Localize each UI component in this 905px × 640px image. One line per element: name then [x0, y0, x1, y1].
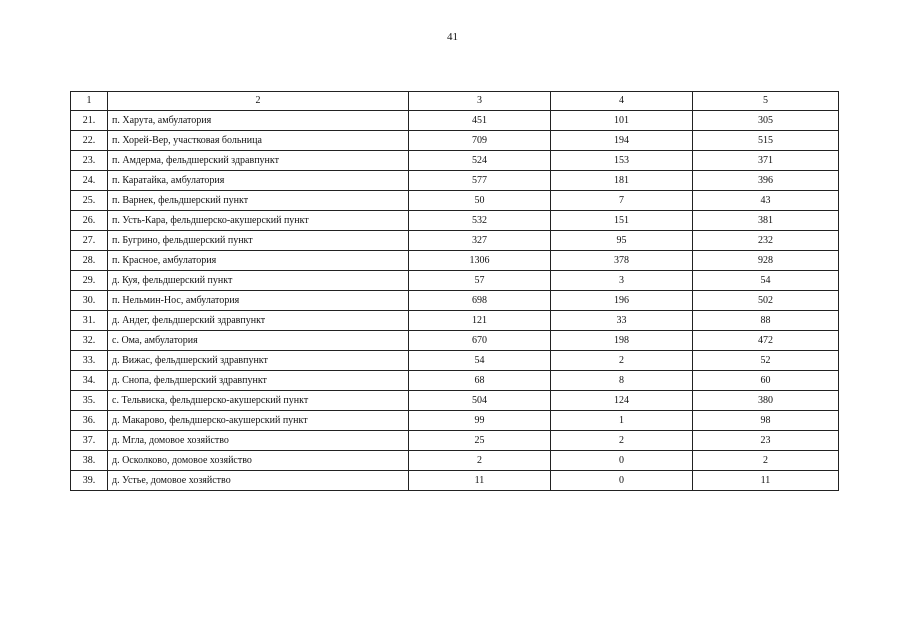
- row-number: 32.: [71, 331, 108, 351]
- value-col5: 11: [693, 471, 839, 491]
- value-col4: 3: [551, 271, 693, 291]
- value-col4: 181: [551, 171, 693, 191]
- value-col4: 198: [551, 331, 693, 351]
- facility-name: д. Вижас, фельдшерский здравпункт: [108, 351, 409, 371]
- header-cell: 4: [551, 92, 693, 111]
- table-row: [71, 131, 839, 151]
- table-row: [71, 271, 839, 291]
- table-row: [71, 171, 839, 191]
- table-row: [71, 411, 839, 431]
- facility-name: п. Красное, амбулатория: [108, 251, 409, 271]
- table-row: [71, 331, 839, 351]
- facility-name: п. Амдерма, фельдшерский здравпункт: [108, 151, 409, 171]
- facility-name: д. Устье, домовое хозяйство: [108, 471, 409, 491]
- value-col4: 153: [551, 151, 693, 171]
- row-number: 34.: [71, 371, 108, 391]
- value-col4: 0: [551, 451, 693, 471]
- value-col3: 2: [409, 451, 551, 471]
- value-col3: 54: [409, 351, 551, 371]
- value-col4: 124: [551, 391, 693, 411]
- value-col3: 11: [409, 471, 551, 491]
- value-col5: 305: [693, 111, 839, 131]
- value-col5: 2: [693, 451, 839, 471]
- facility-name: д. Мгла, домовое хозяйство: [108, 431, 409, 451]
- value-col3: 532: [409, 211, 551, 231]
- row-number: 22.: [71, 131, 108, 151]
- row-number: 28.: [71, 251, 108, 271]
- value-col3: 451: [409, 111, 551, 131]
- value-col4: 0: [551, 471, 693, 491]
- value-col5: 52: [693, 351, 839, 371]
- value-col3: 670: [409, 331, 551, 351]
- row-number: 23.: [71, 151, 108, 171]
- value-col4: 2: [551, 431, 693, 451]
- facility-name: д. Снопа, фельдшерский здравпункт: [108, 371, 409, 391]
- value-col3: 709: [409, 131, 551, 151]
- value-col3: 50: [409, 191, 551, 211]
- table-row: [71, 311, 839, 331]
- table-row: [71, 291, 839, 311]
- facility-name: д. Куя, фельдшерский пункт: [108, 271, 409, 291]
- row-number: 30.: [71, 291, 108, 311]
- value-col5: 928: [693, 251, 839, 271]
- table-header-row: [71, 92, 839, 111]
- facility-name: п. Усть-Кара, фельдшерско-акушерский пункт: [108, 211, 409, 231]
- value-col5: 380: [693, 391, 839, 411]
- row-number: 24.: [71, 171, 108, 191]
- value-col4: 151: [551, 211, 693, 231]
- data-table: [70, 91, 839, 491]
- row-number: 21.: [71, 111, 108, 131]
- value-col5: 23: [693, 431, 839, 451]
- table-row: [71, 431, 839, 451]
- value-col5: 43: [693, 191, 839, 211]
- facility-name: п. Каратайка, амбулатория: [108, 171, 409, 191]
- header-cell: 2: [108, 92, 409, 111]
- facility-name: с. Тельвиска, фельдшерско-акушерский пункт: [108, 391, 409, 411]
- value-col5: 232: [693, 231, 839, 251]
- value-col5: 396: [693, 171, 839, 191]
- value-col4: 2: [551, 351, 693, 371]
- value-col5: 98: [693, 411, 839, 431]
- header-cell: 5: [693, 92, 839, 111]
- value-col4: 33: [551, 311, 693, 331]
- value-col3: 68: [409, 371, 551, 391]
- header-cell: 1: [71, 92, 108, 111]
- value-col3: 1306: [409, 251, 551, 271]
- table-row: [71, 351, 839, 371]
- value-col5: 371: [693, 151, 839, 171]
- table-row: [71, 151, 839, 171]
- value-col3: 327: [409, 231, 551, 251]
- value-col4: 196: [551, 291, 693, 311]
- table-row: [71, 111, 839, 131]
- value-col3: 577: [409, 171, 551, 191]
- page-number: 41: [447, 31, 458, 43]
- row-number: 35.: [71, 391, 108, 411]
- value-col3: 524: [409, 151, 551, 171]
- value-col5: 60: [693, 371, 839, 391]
- row-number: 33.: [71, 351, 108, 371]
- value-col4: 378: [551, 251, 693, 271]
- table-row: [71, 211, 839, 231]
- table-row: [71, 191, 839, 211]
- row-number: 31.: [71, 311, 108, 331]
- value-col3: 57: [409, 271, 551, 291]
- value-col3: 698: [409, 291, 551, 311]
- facility-name: с. Ома, амбулатория: [108, 331, 409, 351]
- header-cell: 3: [409, 92, 551, 111]
- value-col4: 95: [551, 231, 693, 251]
- value-col3: 25: [409, 431, 551, 451]
- value-col5: 88: [693, 311, 839, 331]
- facility-name: п. Бугрино, фельдшерский пункт: [108, 231, 409, 251]
- row-number: 37.: [71, 431, 108, 451]
- facility-name: д. Осколково, домовое хозяйство: [108, 451, 409, 471]
- value-col4: 1: [551, 411, 693, 431]
- table-row: [71, 451, 839, 471]
- value-col5: 54: [693, 271, 839, 291]
- value-col5: 472: [693, 331, 839, 351]
- value-col4: 8: [551, 371, 693, 391]
- value-col4: 194: [551, 131, 693, 151]
- facility-name: п. Харута, амбулатория: [108, 111, 409, 131]
- facility-name: д. Андег, фельдшерский здравпункт: [108, 311, 409, 331]
- row-number: 25.: [71, 191, 108, 211]
- facility-name: п. Хорей-Вер, участковая больница: [108, 131, 409, 151]
- value-col3: 121: [409, 311, 551, 331]
- value-col4: 7: [551, 191, 693, 211]
- value-col5: 515: [693, 131, 839, 151]
- value-col5: 502: [693, 291, 839, 311]
- facility-name: д. Макарово, фельдшерско-акушерский пункт: [108, 411, 409, 431]
- table-row: [71, 391, 839, 411]
- value-col3: 99: [409, 411, 551, 431]
- row-number: 39.: [71, 471, 108, 491]
- value-col5: 381: [693, 211, 839, 231]
- value-col4: 101: [551, 111, 693, 131]
- row-number: 36.: [71, 411, 108, 431]
- table-row: [71, 251, 839, 271]
- value-col3: 504: [409, 391, 551, 411]
- row-number: 38.: [71, 451, 108, 471]
- table-row: [71, 231, 839, 251]
- row-number: 26.: [71, 211, 108, 231]
- table-row: [71, 471, 839, 491]
- table-row: [71, 371, 839, 391]
- row-number: 27.: [71, 231, 108, 251]
- row-number: 29.: [71, 271, 108, 291]
- facility-name: п. Нельмин-Нос, амбулатория: [108, 291, 409, 311]
- facility-name: п. Варнек, фельдшерский пункт: [108, 191, 409, 211]
